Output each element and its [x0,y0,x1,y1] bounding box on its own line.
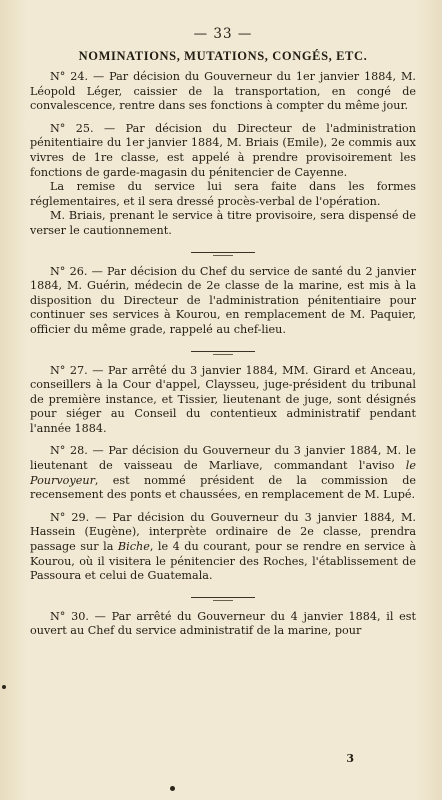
ship-name: le Pourvoyeur [30,459,416,487]
entry-paragraph: N° 27. — Par arrêté du 3 janvier 1884, MM. Girard et Anceau, conseillers à la Cour d'appel, Claysseu, juge-président du tribunal de première instance, et Tissier, lieutenant de juge, sont désignés pour siéger au Conseil du contentieux administratif pendant l'année 1884. [30,363,416,435]
print-speck [170,786,175,791]
page-number: — 33 — [193,26,253,42]
ship-name: Biche [117,540,150,554]
separator [30,584,416,610]
print-speck [2,685,6,689]
entry-paragraph: La remise du service lui sera faite dans les formes réglementaires, et il sera dressé procès-verbal de l'opération. [30,180,416,208]
entry-30 [30,610,416,639]
separator [30,338,416,364]
entry-26 [30,265,416,338]
entry-text: N° 29. — Par décision du Gouverneur du 3 janvier 1884, M. Hassein (Eugène), interprète ordinaire de 2e classe, prendra passage sur la [30,510,416,554]
entry-paragraph: N° 25. — Par décision du Directeur de l'administration pénitentiaire du 1er janvier 1884, M. Briais (Emile), 2e commis aux vivres de 1re classe, est appelé à prendre provisoirement les fonctions de garde-magasin du pénitencier de Cayenne. [30,121,416,179]
spacer [30,114,416,122]
entry-paragraph: N° 24. — Par décision du Gouverneur du 1er janvier 1884, M. Léopold Léger, caissier de la transportation, en congé de convalescence, rentre dans ses fonctions à compter du même jour. [30,70,416,113]
entry-25 [30,122,416,239]
entry-27 [30,364,416,437]
spacer [30,503,416,511]
separator-rule [191,597,255,598]
separator-rule [191,252,255,253]
entry-paragraph: N° 26. — Par décision du Chef du service de santé du 2 janvier 1884, M. Guérin, médecin de 2e classe de la marine, est mis à la disposition du Directeur de l'administration pénitentiaire pour continuer ses services à Kourou, en remplacement de M. Paquier, officier du même grade, rappelé au chef-lieu. [30,264,416,336]
entry-24 [30,70,416,114]
entry-paragraph: N° 30. — Par arrêté du Gouverneur du 4 janvier 1884, il est ouvert au Chef du service administratif de la marine, pour [30,609,416,638]
entry-text: , le 4 du courant, pour se rendre en service à Kourou, où il visitera le pénitencier des Roches, l'établissement de Passoura et celui de Guatemala. [30,540,417,583]
entry-paragraph [30,444,416,502]
entry-text: , est nommé président de la commission de recensement des ponts et chaussées, en remplacement de M. Lupé. [30,473,416,502]
separator [30,239,416,265]
signature-mark: 3 [346,752,354,765]
entry-text: N° 28. — Par décision du Gouverneur du 3 janvier 1884, M. le lieutenant de vaisseau de Marliave, commandant l'aviso [30,444,416,473]
entry-29 [30,511,416,584]
entry-paragraph [30,511,416,584]
separator-rule [191,351,255,352]
section-heading: NOMINATIONS, MUTATIONS, CONGÉS, ETC. [78,49,368,63]
spacer [30,436,416,444]
entry-28 [30,444,416,502]
entry-paragraph: M. Briais, prenant le service à titre provisoire, sera dispensé de verser le cautionnement. [30,209,416,237]
